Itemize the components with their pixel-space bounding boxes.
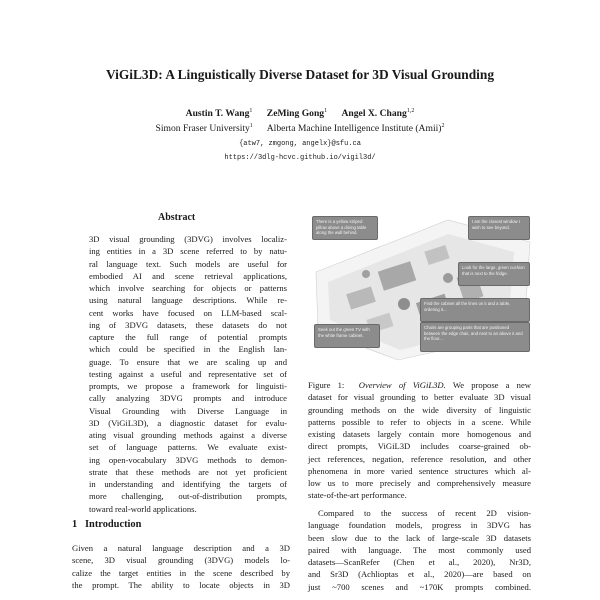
abstract-heading: Abstract [158, 212, 196, 223]
caption-line: ject references, negation, reference resolution, and other [308, 453, 531, 464]
prompt-callout: I am the closest window I wish to see beyond. [468, 216, 530, 240]
abstract-line: 3D visual grounding (3DVG) involves localiz- [89, 234, 287, 244]
abstract-line: prompts, we propose a framework for linguisti- [89, 381, 287, 391]
author-sup: 1,2 [406, 107, 415, 114]
caption-line: phenomena in more varied sentence structures which al- [308, 465, 531, 476]
abstract-line: more challenging, out-of-distribution prompts, [89, 491, 287, 502]
prompt-callout: Look for the large, green cushion that is next to the fridge. [458, 262, 530, 286]
affiliation-list [0, 123, 600, 134]
affiliation: Simon Fraser University [155, 123, 250, 134]
abstract-line: ing entities in a 3D scene referred to by natu- [89, 246, 287, 257]
affiliation-sup: 2 [441, 122, 445, 129]
author-name: Angel X. Chang [341, 108, 407, 119]
affiliation: Alberta Machine Intelligence Institute (Amii) [266, 123, 442, 134]
caption-text: We propose a new [452, 380, 532, 390]
caption-line: state-of-the-art performance. [308, 490, 407, 501]
figure-1-scene [308, 212, 532, 362]
author-sup: 1 [324, 107, 328, 114]
caption-line: direct prompts, ViGiL3D includes coarse-grained ob- [308, 441, 531, 452]
abstract-line: ing of 3DVG datasets, these datasets do not [89, 319, 287, 330]
author-sup: 1 [249, 107, 253, 114]
body-line: been slow due to the lack of large-scale 3D datasets [308, 532, 531, 543]
abstract-line: Visual Grounding with Diverse Language in [89, 405, 287, 416]
author-list [0, 108, 600, 119]
intro-line: the prompt. The ability to locate objects in 3D [72, 579, 290, 590]
abstract-line: toward real-world applications. [89, 503, 197, 514]
abstract-line: which involve searching for objects or patterns [89, 283, 287, 293]
section-number: 1 [72, 519, 78, 530]
body-line: just ~700 scenes and ~170K prompts combined. [308, 581, 531, 592]
abstract-line: capture the full range of potential prompts [89, 332, 287, 342]
body-line: datasets—ScanRefer (Chen et al., 2020), Nr3D, [308, 557, 531, 567]
prompt-callout: Seek out the green TV with the white frame cabinet. [314, 324, 380, 348]
abstract-line: testing against a useful and representative set of [89, 368, 287, 379]
abstract-line: cally analyzing 3DVG prompts and introduce [89, 393, 287, 404]
author-emails: {atw7, zmgong, angelx}@sfu.ca [239, 140, 361, 148]
abstract-body [89, 233, 287, 515]
abstract-line: 3D (ViGiL3D), a diagnostic dataset for evalu- [89, 417, 287, 428]
paper-title: ViGiL3D: A Linguistically Diverse Dataset for 3D Visual Grounding [105, 67, 495, 82]
abstract-line: ral language text. Such models are useful for [89, 258, 287, 269]
caption-line: low us to more precisely and comprehensively measure [308, 478, 531, 488]
figure-1-caption [308, 379, 531, 502]
abstract-line: ing open-vocabulary 3DVG methods to demon- [89, 454, 287, 465]
body-line: paired with language. The most commonly used [308, 544, 531, 555]
intro-line: Given a natural language description and a 3D [72, 543, 290, 553]
prompt-callout: There is a yellow striped pillow above a dining table along the wall behind. [312, 216, 378, 240]
caption-label: Figure 1: [308, 380, 345, 390]
abstract-line: guage. To ensure that we are scaling up and [89, 356, 287, 367]
intro-line: calize the target entities in the scene described by [72, 567, 290, 578]
project-url[interactable]: https://3dlg-hcvc.github.io/vigil3d/ [224, 154, 376, 162]
abstract-line: set of language patterns. We evaluate exist- [89, 442, 287, 453]
caption-line: grounding methods on the wide diversity of linguistic [308, 404, 531, 415]
abstract-line: embodied AI and scene retrieval applications, [89, 270, 287, 281]
caption-line: existing datasets largely contain more homogenous and [308, 429, 531, 439]
introduction-heading [72, 519, 141, 530]
section-title: Introduction [85, 519, 142, 530]
caption-title: Overview of ViGiL3D. [358, 380, 446, 390]
caption-line [308, 379, 531, 391]
author-name: ZeMing Gong [266, 108, 325, 119]
caption-line: dataset for visual grounding to better evaluate 3D visual [308, 392, 531, 403]
abstract-line: ating visual grounding methods against a diverse [89, 430, 287, 440]
introduction-body [72, 542, 290, 591]
caption-line: patterns possible to refer to objects in a scene. While [308, 416, 531, 427]
abstract-line: using natural language descriptions. While re- [89, 295, 287, 306]
author-name: Austin T. Wang [185, 108, 250, 119]
abstract-line: strate that these methods are not yet proficient [89, 466, 287, 477]
abstract-line: cent works have focused on LLM-based scal- [89, 307, 287, 318]
body-line: Compared to the success of recent 2D vision- [318, 508, 531, 518]
abstract-line: in understanding and identifying the targets of [89, 479, 287, 489]
prompt-callout: Chairs are grouping parts that are positioned between the edge chair, and next to an above it and the floor... [420, 322, 530, 352]
affiliation-sup: 1 [249, 122, 253, 129]
prompt-callout: Find the cabinet all the lines on it and a table, ordering it... [420, 298, 530, 322]
intro-line: scene, 3D visual grounding (3DVG) models lo- [72, 555, 290, 566]
body-line: and Sr3D (Achlioptas et al., 2020)—are based on [308, 569, 531, 580]
right-column-body [308, 507, 531, 593]
abstract-line: which could be specified in the English lan- [89, 344, 287, 355]
body-line: language foundation models, progress in 3DVG has [308, 520, 531, 531]
